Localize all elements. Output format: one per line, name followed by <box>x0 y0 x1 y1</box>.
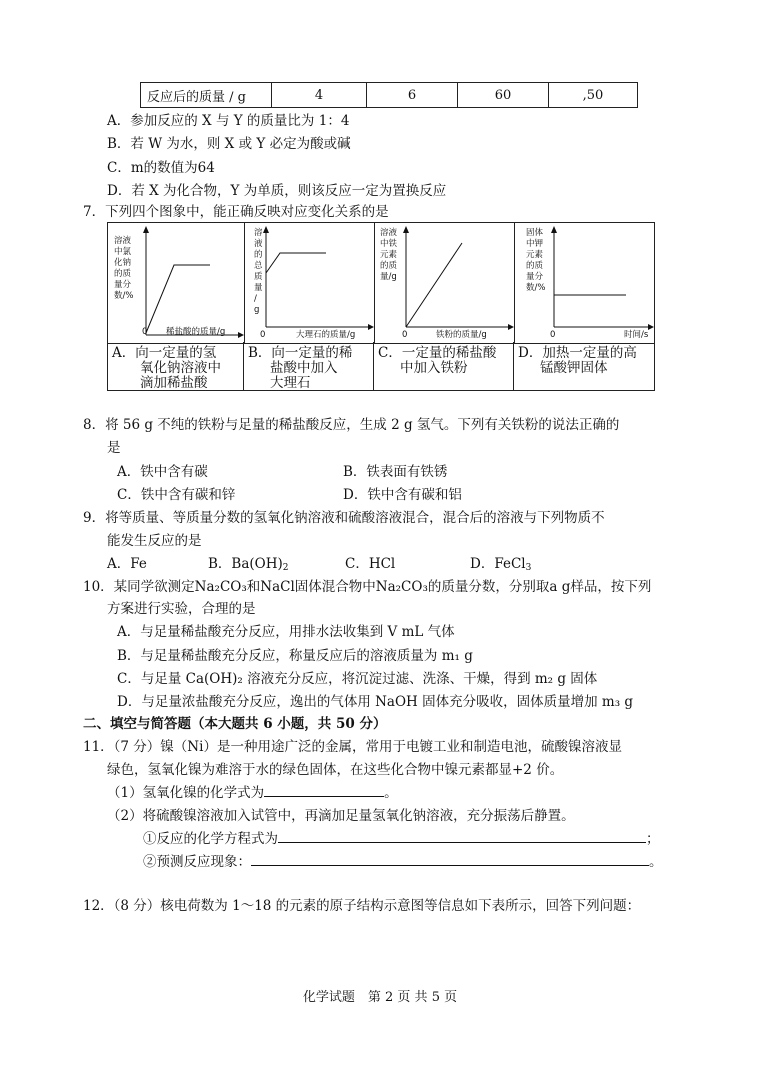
graph-a-ylabel: 量分 <box>114 280 132 290</box>
section-heading: 二、填空与简答题（本大题共 6 小题，共 50 分） <box>83 716 387 732</box>
graph-d-ylabel: 固体 <box>526 228 544 238</box>
caption-line: 盐酸中加入 <box>270 360 338 376</box>
q11-part1 <box>107 782 398 804</box>
q9-stem-cont: 能发生反应的是 <box>107 533 202 549</box>
graph-d-svg <box>514 223 654 343</box>
caption-line: B．向一定量的稀 <box>248 345 353 361</box>
graph-d-ylabel: 量分 <box>526 272 544 282</box>
q6-option-c: C．m的数值为64 <box>107 160 215 176</box>
q11-part2b-end: 。 <box>649 854 663 870</box>
caption-line: 中加入铁粉 <box>400 360 468 376</box>
q11-part2a-end: ； <box>646 831 660 847</box>
graph-d-ylabel: 元素 <box>526 250 544 260</box>
answer-blank[interactable] <box>278 828 646 843</box>
graph-b-ylabel: 量 <box>254 283 263 293</box>
caption-line: 氧化钠溶液中 <box>140 360 221 376</box>
graph-d-ylabel: 的质 <box>526 261 544 271</box>
q9-option-c: C．HCl <box>345 556 396 572</box>
q8-option-a: A．铁中含有碳 <box>117 464 208 480</box>
graph-b-ylabel: 总 <box>254 261 263 271</box>
q7-graphs <box>107 222 655 344</box>
table-cell: 6 <box>367 83 458 108</box>
q11-part2b-text: ②预测反应现象： <box>143 854 251 870</box>
caption-b <box>244 342 374 390</box>
q10-option-d: D．与足量浓盐酸充分反应，逸出的气体用 NaOH 固体充分吸收，固体质量增加 m₃ g <box>117 694 634 710</box>
q10-stem: 10．某同学欲测定Na₂CO₃和NaCl固体混合物中Na₂CO₃的质量分数，分别取a g样品，按下列 <box>83 579 652 595</box>
graph-b-ylabel: 质 <box>254 272 263 282</box>
caption-line: C．一定量的稀盐酸 <box>378 345 497 361</box>
q12-stem: 12．（8 分）核电荷数为 1～18 的元素的原子结构示意图等信息如下表所示，回答下列问题： <box>83 898 641 914</box>
q7-captions <box>107 342 655 391</box>
q10-option-a: A．与足量稀盐酸充分反应，用排水法收集到 V mL 气体 <box>117 624 455 640</box>
graph-c <box>374 223 515 343</box>
q6-option-a: A．参加反应的 X 与 Y 的质量比为 1：4 <box>107 113 350 129</box>
graph-a-origin: 0 <box>142 327 148 337</box>
q8-stem-cont: 是 <box>107 440 121 456</box>
table-cell: ,50 <box>549 83 638 108</box>
graph-b-ylabel: g <box>254 305 260 315</box>
graph-a-xlabel: 稀盐酸的质量/g <box>166 327 226 337</box>
graph-c-xlabel: 铁粉的质量/g <box>436 330 487 340</box>
answer-blank[interactable] <box>251 851 649 866</box>
graph-d-ylabel: 数/% <box>526 283 546 293</box>
graph-b-origin: 0 <box>260 330 266 340</box>
q11-stem-cont: 绿色，氢氧化镍为难溶于水的绿色固体，在这些化合物中镍元素都显+2 价。 <box>107 762 564 778</box>
caption-a <box>108 342 244 390</box>
q6-option-d: D．若 X 为化合物，Y 为单质，则该反应一定为置换反应 <box>107 183 447 199</box>
q10-option-c: C．与足量 Ca(OH)₂ 溶液充分反应，将沉淀过滤、洗涤、干燥，得到 m₂ g 固体 <box>117 671 598 687</box>
q11-part1-end: 。 <box>384 785 398 801</box>
caption-line: 锰酸钾固体 <box>540 360 608 376</box>
graph-c-ylabel: 的质 <box>380 261 398 271</box>
graph-b <box>244 223 375 343</box>
page-footer: 化学试题 第 2 页 共 5 页 <box>302 990 458 1005</box>
q6-option-b: B．若 W 为水，则 X 或 Y 必定为酸或碱 <box>107 136 351 152</box>
graph-a-ylabel: 数/% <box>114 291 134 301</box>
caption-line: 滴加稀盐酸 <box>140 375 208 391</box>
q8-option-d: D．铁中含有碳和铝 <box>343 487 462 503</box>
graph-c-ylabel: 溶液 <box>380 228 398 238</box>
q11-part2b <box>143 851 663 873</box>
q8-option-b: B．铁表面有铁锈 <box>343 464 448 480</box>
graph-a <box>108 223 245 343</box>
caption-line: D．加热一定量的高 <box>518 345 637 361</box>
q9-option-d-text: D．FeCl <box>470 556 526 572</box>
graph-a-ylabel: 中氯 <box>114 247 132 257</box>
data-table <box>140 82 638 108</box>
graph-a-ylabel: 溶液 <box>114 236 132 246</box>
graph-b-ylabel: 的 <box>254 250 263 260</box>
graph-a-ylabel: 的质 <box>114 269 132 279</box>
q9-stem: 9．将等质量、等质量分数的氢氧化钠溶液和硫酸溶液混合，混合后的溶液与下列物质不 <box>83 510 605 526</box>
row-label: 反应后的质量 / g <box>141 83 272 108</box>
caption-line: 大理石 <box>270 375 311 391</box>
graph-b-ylabel: / <box>254 294 257 304</box>
q11-part2a-text: ①反应的化学方程式为 <box>143 831 278 847</box>
caption-line: A．向一定量的氢 <box>112 345 217 361</box>
table-cell: 4 <box>272 83 367 108</box>
graph-c-ylabel: 量/g <box>380 272 397 282</box>
caption-d <box>514 342 654 390</box>
graph-c-ylabel: 中铁 <box>380 239 398 249</box>
answer-blank[interactable] <box>264 782 384 797</box>
q10-stem-cont: 方案进行实验，合理的是 <box>107 601 256 617</box>
subscript: 3 <box>525 563 532 573</box>
graph-c-ylabel: 元素 <box>380 250 398 260</box>
table-cell: 60 <box>458 83 549 108</box>
graph-b-ylabel: 液 <box>254 239 263 249</box>
q9-option-a: A．Fe <box>107 556 147 572</box>
q11-part1-text: （1）氢氧化镍的化学式为 <box>107 785 265 801</box>
graph-d-xlabel: 时间/s <box>624 330 649 340</box>
graph-a-svg <box>108 223 244 343</box>
graph-d-origin: 0 <box>550 330 556 340</box>
q11-part2: （2）将硫酸镍溶液加入试管中，再滴加足量氢氧化钠溶液，充分振荡后静置。 <box>107 808 575 824</box>
q10-option-b: B．与足量稀盐酸充分反应，称量反应后的溶液质量为 m₁ g <box>117 648 473 664</box>
graph-b-xlabel: 大理石的质量/g <box>296 330 356 340</box>
q8-stem: 8．将 56 g 不纯的铁粉与足量的稀盐酸反应，生成 2 g 氢气。下列有关铁粉的说法正确的 <box>83 417 620 433</box>
subscript: 2 <box>282 563 289 573</box>
graph-a-ylabel: 化钠 <box>114 258 132 268</box>
graph-d <box>514 223 654 343</box>
q11-stem: 11．（7 分）镍（Ni）是一种用途广泛的金属，常用于电镀工业和制造电池，硫酸镍溶液显 <box>83 739 622 755</box>
graph-c-origin: 0 <box>402 330 408 340</box>
q9-option-b-text: B．Ba(OH) <box>208 556 283 572</box>
graph-d-ylabel: 中钾 <box>526 239 544 249</box>
graph-b-svg <box>244 223 374 343</box>
graph-c-svg <box>374 223 514 343</box>
graph-b-ylabel: 溶 <box>254 228 263 238</box>
caption-c <box>374 342 514 390</box>
q7-stem: 7．下列四个图象中，能正确反映对应变化关系的是 <box>83 204 389 220</box>
q8-option-c: C．铁中含有碳和锌 <box>117 487 236 503</box>
q11-part2a <box>143 828 660 850</box>
table-row <box>141 83 638 108</box>
